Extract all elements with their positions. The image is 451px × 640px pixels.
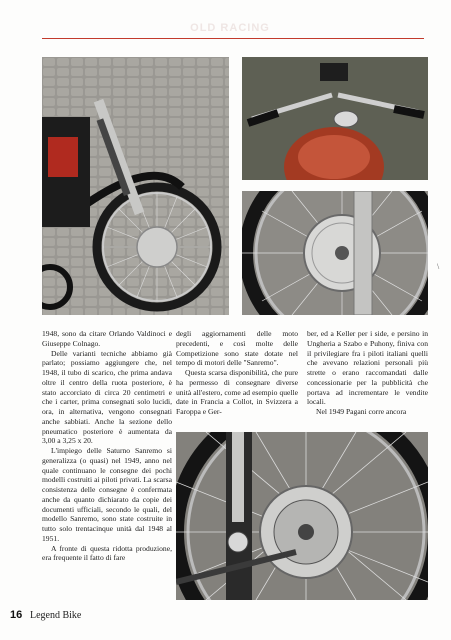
text-column-1: [42, 329, 172, 563]
rear-hub-icon: [176, 432, 428, 600]
rear-hub-chain-photo: [176, 432, 428, 600]
text-column-3: [307, 329, 428, 417]
section-header: OLD RACING: [190, 22, 270, 34]
paragraph: A fronte di questa ridotta produzione, era frequente il fatto di fare: [42, 543, 172, 563]
paragraph: L'impiego delle Saturno Sanremo si generalizza (o quasi) nel 1949, anno nel quale continuano le consegne dei pochi modelli costruiti ai piloti privati. La scarsa consistenza delle consegne è confermata anche da quanto dichiarato da copie dei documenti ufficiali, secondo le quali, del modello Sanremo, sono state costruite in tutto solo trentacinque unità dal 1948 al 1951.: [42, 446, 172, 543]
handlebar-icon: [242, 57, 428, 180]
paragraph: ber, ed a Keller per i side, e persino in Ungheria a Szabo e Puhony, finiva con il privilegiare fra i piloti italiani quelli che avevano relazioni personali più strette o erano raccomandati dalle concessionarie per la pubblicità che portava ad incrementare le vendite locali.: [307, 329, 428, 407]
page-number: 16: [10, 609, 23, 621]
paragraph: Delle varianti tecniche abbiamo già parlato; possiamo aggiungere che, nel 1948, il tubo di scarico, che prima andava oltre il centro della ruota posteriore, è stato accorciato di circa 20 centimetri e che i carter, prima consegnati solo lucidi, ora, in alternativa, vengono consegnati anche sabbiati. Anche la sezione dello pneumatico posteriore è aumentata da 3,00 a 3,25 x 20.: [42, 348, 172, 446]
margin-mark: \: [437, 262, 440, 271]
paragraph: Questa scarsa disponibilità, che pure ha permesso di consegnare diverse unità all'estero, come ad esempio quelle date in Francia a Collot, in Svizzera a Faroppa e Ger-: [176, 368, 298, 416]
front-brake-hub-photo: [242, 191, 428, 315]
brake-hub-icon: [242, 191, 428, 315]
motorcycle-front-wheel-photo: [42, 57, 229, 315]
header-rule: [42, 38, 424, 39]
paragraph: 1948, sono da citare Orlando Valdinoci e Giuseppe Colnago.: [42, 329, 172, 348]
paragraph: degli aggiornamenti delle moto precedenti, e così molte delle Competizione sono state dotate nel tempo di motori delle "Sanremo".: [176, 329, 298, 368]
paragraph: Nel 1949 Pagani corre ancora: [316, 407, 407, 416]
handlebar-tank-photo: [242, 57, 428, 180]
magazine-name: Legend Bike: [30, 610, 82, 621]
motorcycle-front-fork-icon: [42, 57, 229, 315]
text-column-2: [176, 329, 298, 417]
